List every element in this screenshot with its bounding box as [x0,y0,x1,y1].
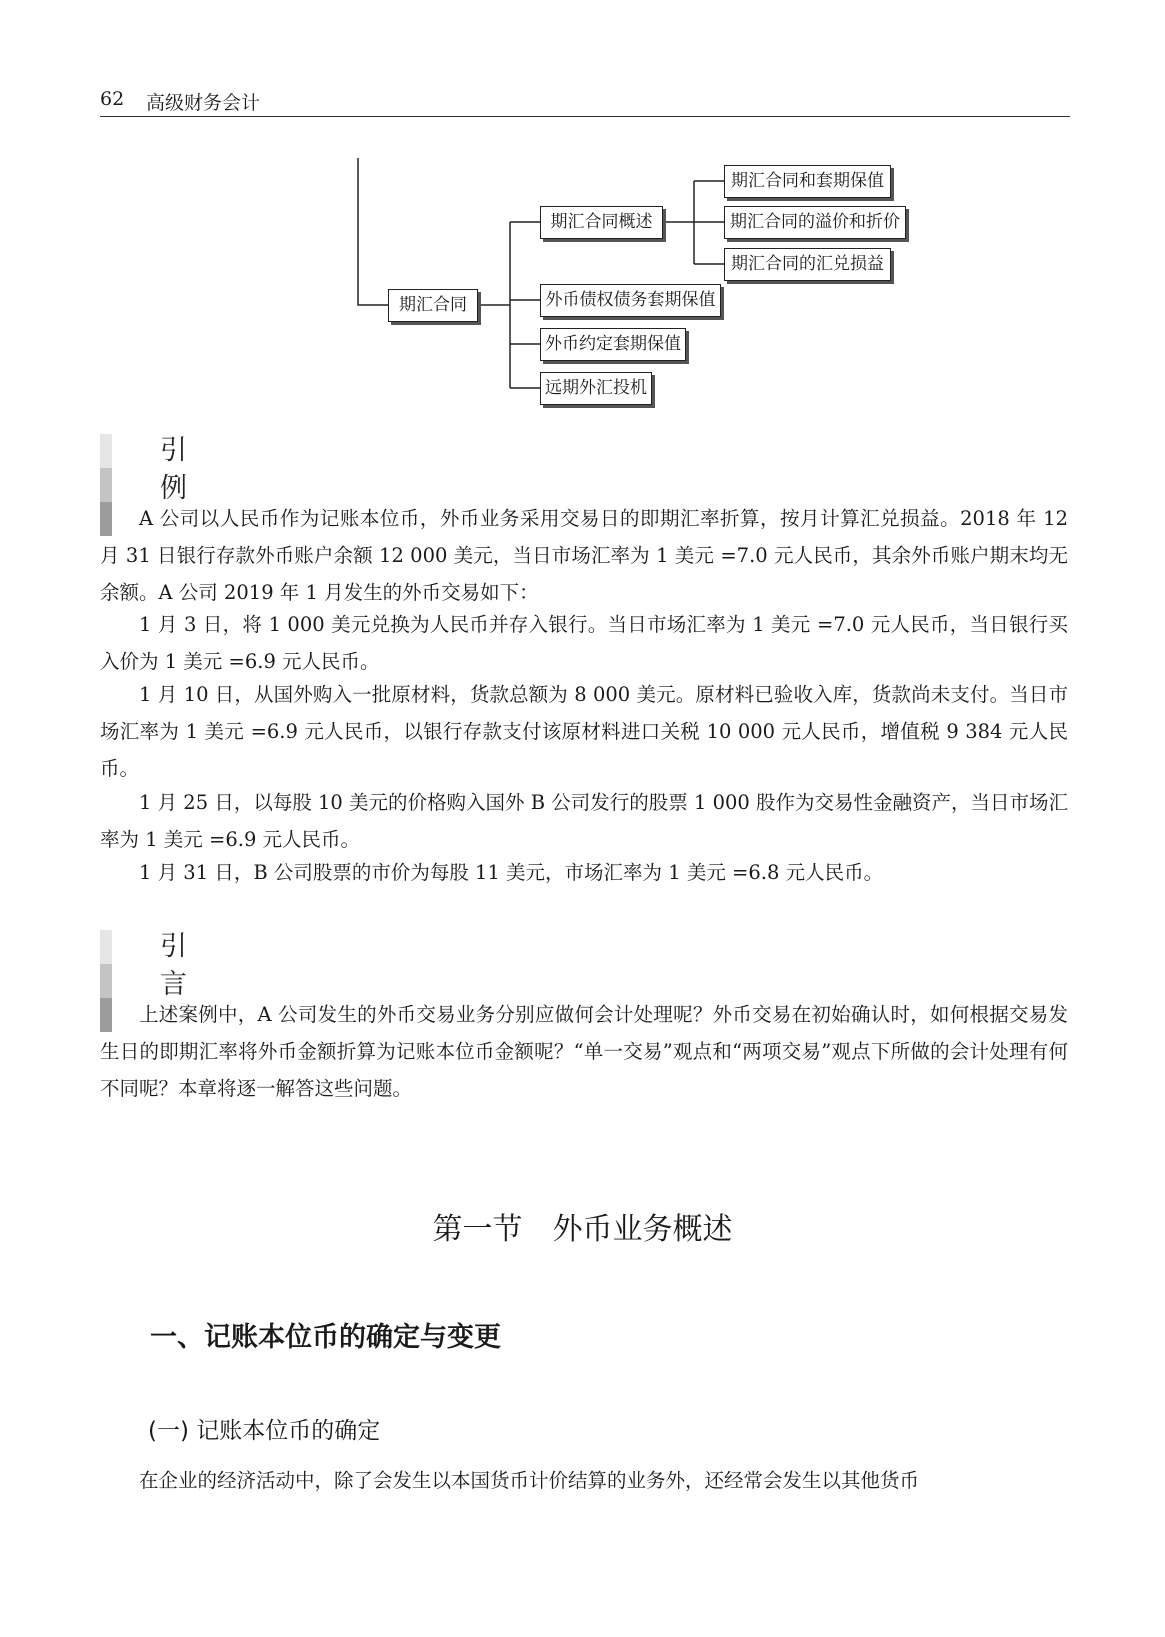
example-label: 引例 [160,435,187,504]
example-paragraph: 1 月 25 日，以每股 10 美元的价格购入国外 B 公司发行的股票 1 000 股作为交易性金融资产，当日市场汇率为 1 美元 =6.9 元人民币。 [100,791,1068,851]
example-paragraph: 1 月 3 日，将 1 000 美元兑换为人民币并存入银行。当日市场汇率为 1 美元 =7.0 元人民币，当日银行买入价为 1 美元 =6.9 元人民币。 [100,613,1068,673]
example-paragraph: 1 月 31 日，B 公司股票的市价为每股 11 美元，市场汇率为 1 美元 =6.8 元人民币。 [139,861,884,884]
node-sub-premium: 期汇合同的溢价和折价 [724,206,906,239]
chapter-title: 第一节 外币业务概述 [432,1212,733,1247]
node-receivable-hedge: 外币债权债务套期保值 [540,284,721,317]
page-number: 62 [100,88,125,110]
heading-level-1: 一、记账本位币的确定与变更 [150,1322,501,1353]
example-paragraph: A 公司以人民币作为记账本位币，外币业务采用交易日的即期汇率折算，按月计算汇兑损益。2018 年 12 月 31 日银行存款外币账户余额 12 000 美元，当日市场汇率为 1 美元 =7.0 元人民币，其余外币账户期末均无余额。A 公司 2019 年 1 月发生的外币交易如下： [100,507,1068,604]
node-root: 期汇合同 [388,289,478,322]
node-speculation: 远期外汇投机 [540,372,652,405]
node-commitment-hedge: 外币约定套期保值 [540,328,686,361]
node-sub-gainloss: 期汇合同的汇兑损益 [724,248,891,281]
connector-root-in [358,158,388,305]
book-title: 高级财务会计 [146,92,261,114]
example-paragraph: 1 月 10 日，从国外购入一批原材料，货款总额为 8 000 美元。原材料已验收入库，货款尚未支付。当日市场汇率为 1 美元 =6.9 元人民币，以银行存款支付该原材料进口关税 10 000 元人民币，增值税 9 384 元人民币。 [100,683,1068,780]
node-sub-hedging: 期汇合同和套期保值 [724,165,891,198]
node-overview: 期汇合同概述 [540,206,663,239]
intro-label: 引言 [160,931,187,1000]
body-paragraph: 在企业的经济活动中，除了会发生以本国货币计价结算的业务外，还经常会发生以其他货币 [139,1469,920,1492]
heading-level-2: (一) 记账本位币的确定 [148,1418,381,1444]
intro-paragraph: 上述案例中，A 公司发生的外币交易业务分别应做何会计处理呢？外币交易在初始确认时，如何根据交易发生日的即期汇率将外币金额折算为记账本位币金额呢？“单一交易”观点和“两项交易”观点下所做的会计处理有何不同呢？本章将逐一解答这些问题。 [100,1003,1068,1100]
forward-contract-diagram [0,0,1165,440]
